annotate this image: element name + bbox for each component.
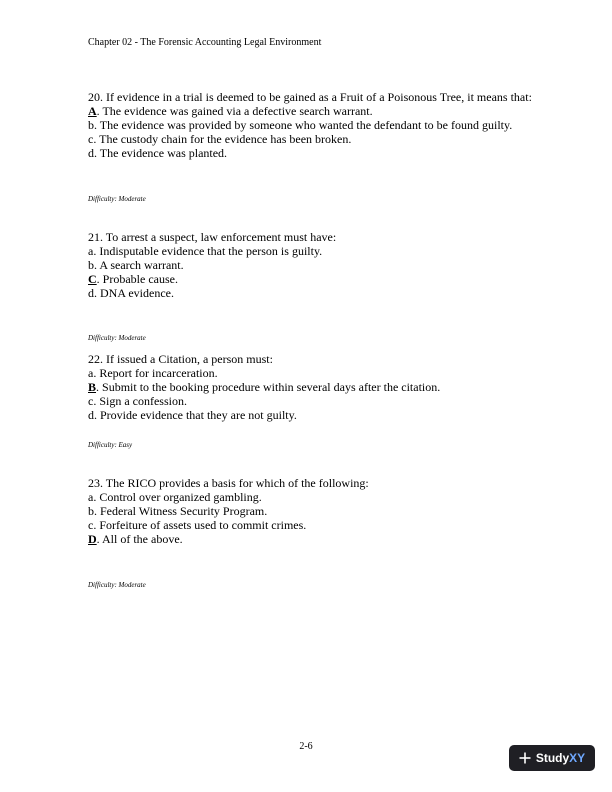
option-letter: d — [88, 286, 94, 300]
option-text: . Control over organized gambling. — [93, 490, 262, 504]
option-text: . Indisputable evidence that the person is guilty. — [93, 244, 323, 258]
page-header: Chapter 02 - The Forensic Accounting Legal Environment — [88, 37, 322, 48]
option-text: . The evidence was provided by someone who wanted the defendant to be found guilty. — [94, 118, 513, 132]
option-text: . Forfeiture of assets used to commit crimes. — [93, 518, 307, 532]
option-letter: d — [88, 408, 94, 422]
page-number: 2-6 — [299, 741, 313, 752]
option-letter: a — [88, 490, 94, 504]
difficulty-label: Difficulty: Moderate — [88, 195, 146, 203]
question-stem: 21. To arrest a suspect, law enforcement must have: — [88, 230, 337, 244]
option-text: . The custody chain for the evidence has been broken. — [93, 132, 352, 146]
option-letter: c — [88, 518, 94, 532]
option-letter: B — [88, 380, 97, 394]
option-text: . Submit to the booking procedure within several days after the citation. — [96, 380, 441, 394]
answer-option-b — [88, 504, 369, 518]
option-letter: C — [88, 272, 97, 286]
answer-option-d — [88, 408, 440, 422]
answer-option-c — [88, 518, 369, 532]
option-text: . A search warrant. — [94, 258, 184, 272]
option-letter: c — [88, 394, 94, 408]
option-letter: A — [88, 104, 97, 118]
option-letter: b — [88, 118, 94, 132]
option-letter: a — [88, 244, 94, 258]
answer-option-a — [88, 104, 532, 118]
plus-icon — [519, 752, 531, 764]
answer-option-b — [88, 380, 440, 394]
answer-option-d — [88, 532, 369, 546]
option-text: . Federal Witness Security Program. — [94, 504, 268, 518]
answer-option-a — [88, 244, 336, 258]
option-text: . The evidence was gained via a defective search warrant. — [96, 104, 373, 118]
brand-name: Study — [535, 751, 570, 765]
option-text: . The evidence was planted. — [94, 146, 228, 160]
question-22 — [88, 352, 440, 422]
question-21 — [88, 230, 336, 300]
question-stem: 23. The RICO provides a basis for which of the following: — [88, 476, 369, 490]
option-letter: d — [88, 146, 94, 160]
option-text: . DNA evidence. — [94, 286, 174, 300]
studyxy-badge[interactable] — [509, 745, 595, 771]
option-letter: c — [88, 132, 94, 146]
answer-option-a — [88, 366, 440, 380]
answer-option-c — [88, 272, 336, 286]
answer-option-d — [88, 146, 532, 160]
difficulty-label: Difficulty: Moderate — [88, 334, 146, 342]
difficulty-label: Difficulty: Easy — [88, 441, 133, 449]
option-letter: a — [88, 366, 94, 380]
question-23 — [88, 476, 369, 546]
answer-option-c — [88, 132, 532, 146]
option-text: . Provide evidence that they are not guilty. — [94, 408, 297, 422]
answer-option-c — [88, 394, 440, 408]
option-letter: b — [88, 504, 94, 518]
answer-option-a — [88, 490, 369, 504]
answer-option-d — [88, 286, 336, 300]
difficulty-label: Difficulty: Moderate — [88, 581, 146, 589]
option-text: . All of the above. — [96, 532, 183, 546]
brand-suffix: XY — [569, 751, 586, 765]
option-letter: b — [88, 258, 94, 272]
answer-option-b — [88, 258, 336, 272]
option-letter: D — [88, 532, 97, 546]
option-text: . Sign a confession. — [93, 394, 187, 408]
option-text: . Report for incarceration. — [93, 366, 218, 380]
option-text: . Probable cause. — [96, 272, 178, 286]
answer-option-b — [88, 118, 532, 132]
question-stem: 20. If evidence in a trial is deemed to be gained as a Fruit of a Poisonous Tree, it means that: — [88, 90, 532, 104]
question-stem: 22. If issued a Citation, a person must: — [88, 352, 273, 366]
question-20 — [88, 90, 532, 160]
